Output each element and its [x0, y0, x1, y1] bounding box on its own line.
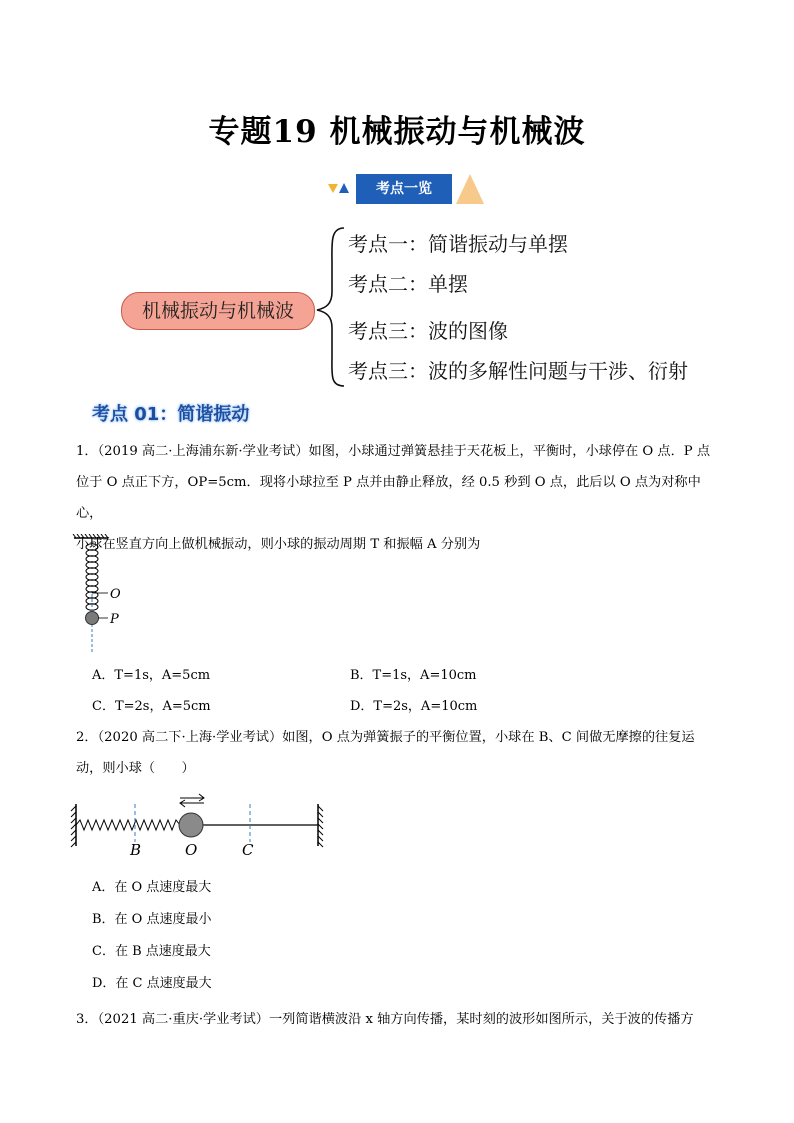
- question-1-line-1: 1．（2019 高二·上海浦东新·学业考试）如图，小球通过弹簧悬挂于天花板上，平衡时，小球停在 O 点．P 点: [76, 444, 711, 459]
- question-2-option-c: C．在 B 点速度最大: [92, 944, 211, 959]
- figure-1-label-p: P: [110, 612, 119, 627]
- mindmap-item-2: 考点二：单摆: [348, 272, 468, 296]
- triangle-down-icon: [328, 184, 338, 193]
- figure-2-label-b: B: [130, 841, 142, 859]
- mindmap-item-3: 考点三：波的图像: [348, 319, 508, 343]
- triangle-decor-icon: [456, 174, 484, 204]
- banner-label: 考点一览: [356, 174, 452, 204]
- question-2-line-2: 动，则小球（ ）: [76, 761, 195, 776]
- triangle-up-icon: [339, 183, 349, 193]
- section-title: 考点 01：简谐振动: [92, 404, 250, 425]
- question-3-line-1: 3．（2021 高二·重庆·学业考试）一列简谐横波沿 x 轴方向传播，某时刻的波形如图所示，关于波的传播方: [76, 1012, 694, 1027]
- question-1-option-d: D．T=2s，A=10cm: [350, 699, 478, 714]
- spring-pendulum-figure: [68, 534, 138, 654]
- question-1-option-a: A．T=1s，A=5cm: [92, 668, 211, 683]
- figure-2-label-c: C: [242, 841, 254, 859]
- question-2-option-a: A．在 O 点速度最大: [92, 880, 212, 895]
- figure-1-label-o: O: [110, 587, 121, 602]
- question-2-option-d: D．在 C 点速度最大: [92, 976, 212, 991]
- mindmap-item-4: 考点三：波的多解性问题与干涉、衍射: [348, 359, 688, 383]
- question-1-line-3: 小球在竖直方向上做机械振动，则小球的振动周期 T 和振幅 A 分别为: [76, 537, 481, 552]
- question-2-line-1: 2．（2020 高二下·上海·学业考试）如图，O 点为弹簧振子的平衡位置，小球在 B、C 间做无摩擦的往复运: [76, 730, 695, 745]
- question-1-option-c: C．T=2s，A=5cm: [92, 699, 211, 714]
- double-arrow-icon: [180, 794, 204, 807]
- question-2-option-b: B．在 O 点速度最小: [92, 912, 212, 927]
- topic-overview-banner: [324, 174, 488, 204]
- question-2-text: [76, 722, 726, 784]
- figure-2-label-o: O: [185, 841, 198, 859]
- horizontal-spring-figure: [68, 792, 338, 862]
- question-3-text: [76, 1004, 726, 1035]
- question-1-text: [76, 436, 726, 560]
- question-1-option-b: B．T=1s，A=10cm: [350, 668, 477, 683]
- mindmap-root: 机械振动与机械波: [121, 292, 315, 330]
- question-1-line-2: 位于 O 点正下方，OP=5cm．现将小球拉至 P 点并由静止释放，经 0.5 秒到 O 点，此后以 O 点为对称中心，: [76, 475, 701, 521]
- page-title: 专题19 机械振动与机械波: [208, 114, 586, 150]
- mindmap-item-1: 考点一：简谐振动与单摆: [348, 232, 568, 256]
